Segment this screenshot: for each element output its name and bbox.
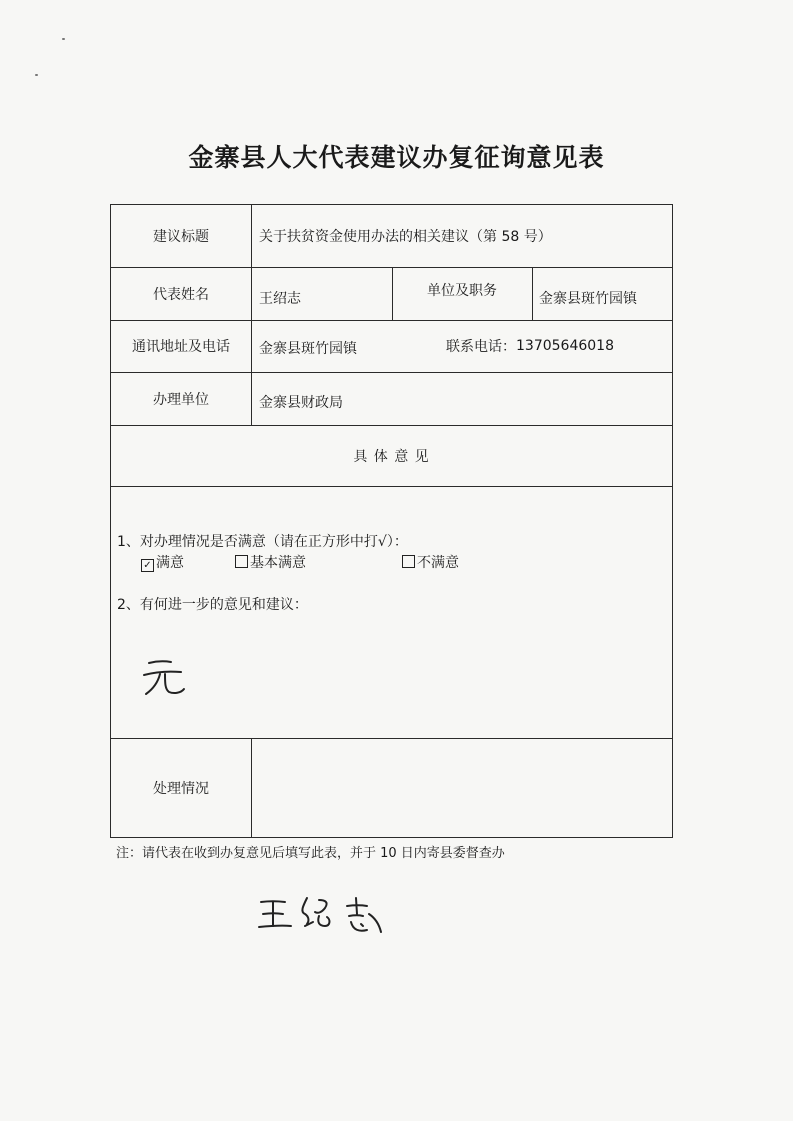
checkbox-unsatisfied[interactable] — [402, 555, 415, 568]
scan-speck — [35, 74, 38, 76]
option-satisfied-label: 满意 — [156, 555, 184, 571]
scan-speck — [62, 38, 65, 40]
checkbox-basically-satisfied[interactable] — [235, 555, 248, 568]
question-further-suggestions: 2、有何进一步的意见和建议： — [117, 597, 308, 613]
processing-value — [259, 738, 669, 837]
option-basically-satisfied — [235, 552, 306, 572]
suggestion-title-label: 建议标题 — [153, 229, 209, 245]
row-divider — [111, 486, 672, 487]
phone-value: 13705646018 — [516, 338, 614, 354]
question-satisfaction: 1、对办理情况是否满意（请在正方形中打√）： — [117, 534, 408, 550]
option-unsatisfied-label: 不满意 — [417, 555, 459, 571]
handling-unit-label: 办理单位 — [153, 391, 209, 408]
option-unsatisfied — [402, 552, 459, 572]
phone-field — [446, 320, 672, 372]
option-satisfied — [141, 552, 184, 572]
form-title: 金寨县人大代表建议办复征询意见表 — [188, 143, 605, 172]
address-phone-label: 通讯地址及电话 — [132, 339, 230, 355]
phone-label: 联系电话： — [446, 339, 516, 355]
handling-unit-value: 金寨县财政局 — [259, 394, 343, 411]
signature — [255, 892, 395, 938]
rep-name-label: 代表姓名 — [153, 286, 209, 303]
column-divider — [251, 205, 252, 425]
handwritten-answer — [141, 657, 191, 699]
suggestion-title-value: 关于扶贫资金使用办法的相关建议（第 58 号） — [259, 229, 552, 245]
footnote: 注：请代表在收到办复意见后填写此表，并于 10 日内寄县委督查办 — [116, 846, 505, 861]
processing-label: 处理情况 — [153, 780, 209, 797]
opinion-header: 具 体 意 见 — [353, 448, 430, 465]
column-divider — [251, 738, 252, 837]
rep-name-value: 王绍志 — [259, 290, 301, 307]
feedback-form-table — [110, 204, 673, 838]
unit-position-value: 金寨县斑竹园镇 — [539, 290, 637, 307]
column-divider — [532, 267, 533, 320]
unit-position-label: 单位及职务 — [427, 282, 497, 299]
checkbox-satisfied[interactable] — [141, 559, 154, 572]
address-value: 金寨县斑竹园镇 — [259, 341, 357, 357]
option-basically-satisfied-label: 基本满意 — [250, 555, 306, 571]
check-mark-icon: ✓ — [143, 560, 152, 571]
